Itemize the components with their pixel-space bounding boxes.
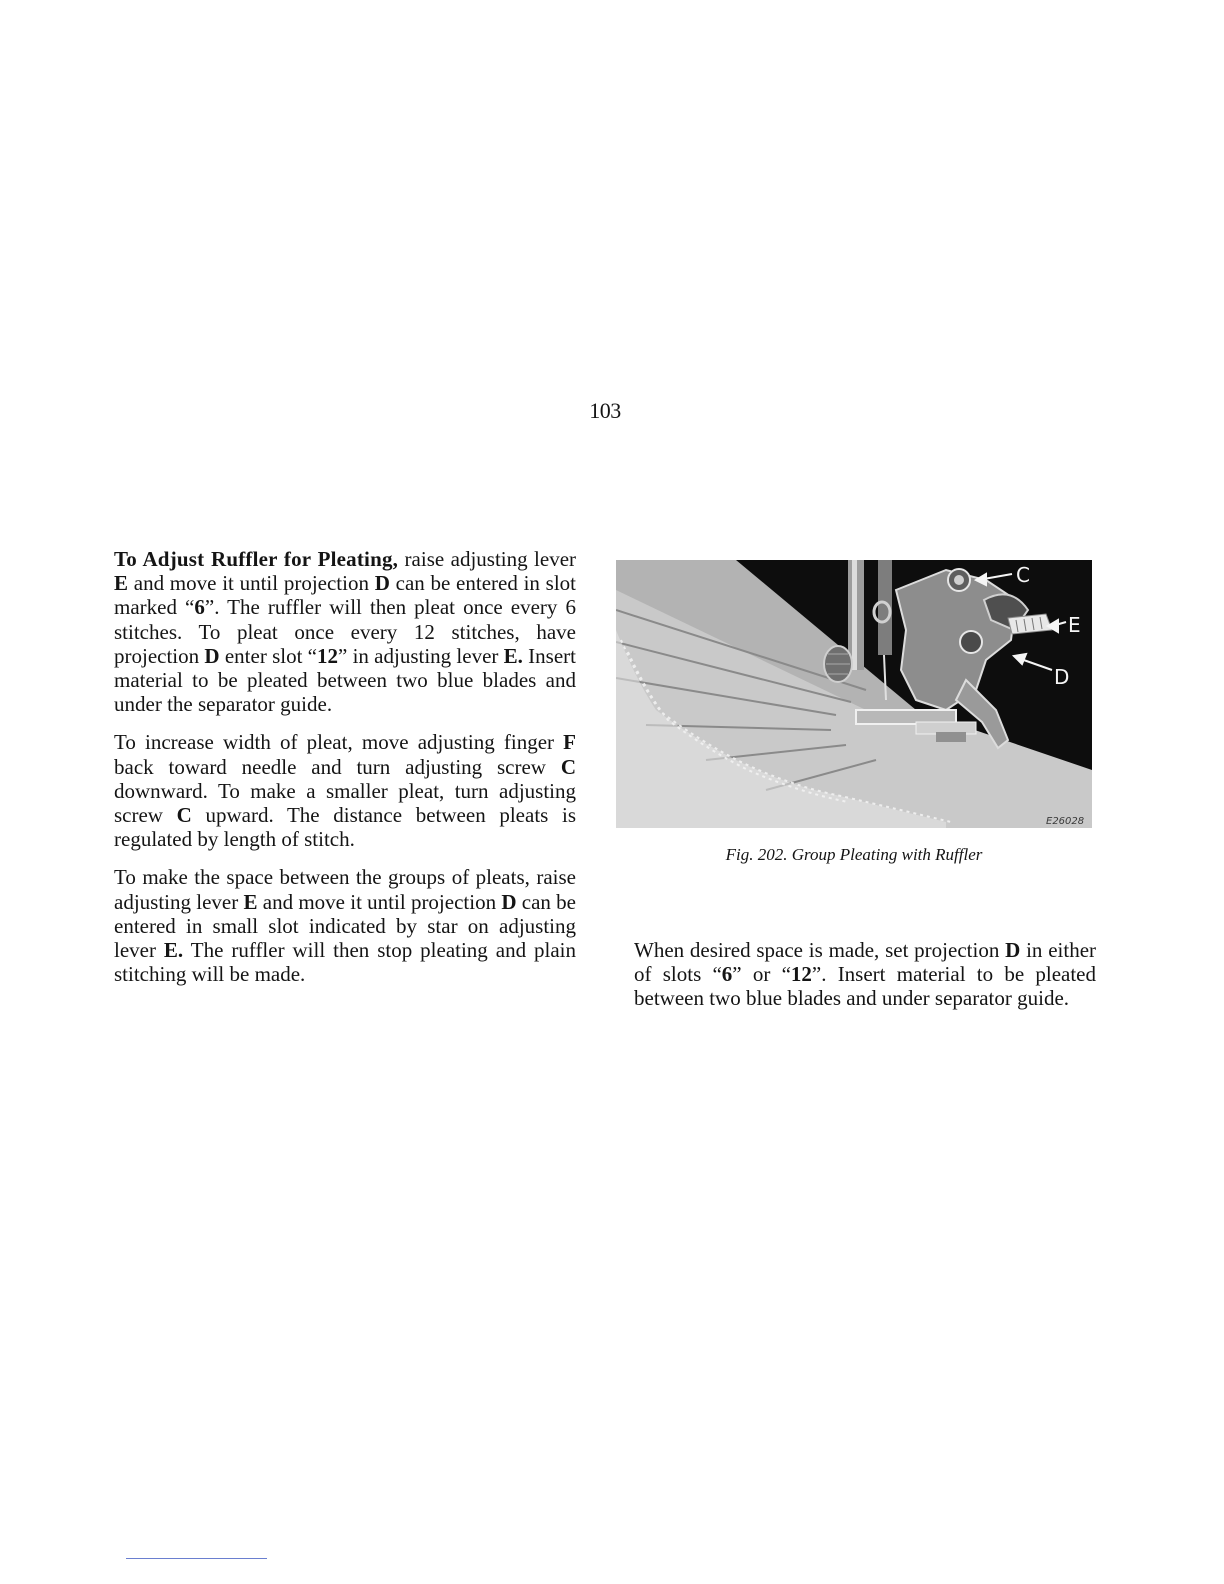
page-number: 103 — [589, 398, 621, 423]
footnote-rule — [126, 1558, 267, 1559]
label-d: D — [1054, 665, 1070, 689]
paragraph-set-projection: When desired space is made, set projection D in either of slots “6” or “12”. Insert material to be pleated between two blue blades and under separator guide. — [634, 938, 1097, 1011]
paragraph-pleat-width: To increase width of pleat, move adjusting finger F back toward needle and turn adjusting screw C downward. To make a smaller pleat, turn adjusting screw C upward. The distance between pleats is regulated by length of stitch. — [114, 730, 576, 852]
paragraph-group-spacing: To make the space between the groups of pleats, raise adjusting lever E and move it until projection D can be entered in small slot indicated by star on adjusting lever E. The ruffler will then stop pleating and plain stitching will be made. — [114, 865, 576, 987]
section-heading: To Adjust Ruffler for Pleating, — [114, 547, 399, 571]
label-c: C — [1016, 563, 1030, 587]
ruffler-illustration — [616, 560, 1092, 828]
paragraph-adjust-ruffler: To Adjust Ruffler for Pleating, raise adjusting lever E and move it until projection D can be entered in slot marked “6”. The ruffler will then pleat once every 6 stitches. To pleat once every 12 stitches, have projection D enter slot “12” in adjusting lever E. Insert material to be pleated between two blue blades and under the separator guide. — [114, 547, 577, 717]
left-column — [114, 547, 576, 1000]
figure-image-id: E26028 — [1046, 816, 1085, 827]
right-column — [634, 938, 1096, 1011]
figure-caption: Fig. 202. Group Pleating with Ruffler — [725, 845, 983, 864]
ruffler-photo — [616, 560, 1092, 828]
label-e: E — [1068, 613, 1081, 637]
